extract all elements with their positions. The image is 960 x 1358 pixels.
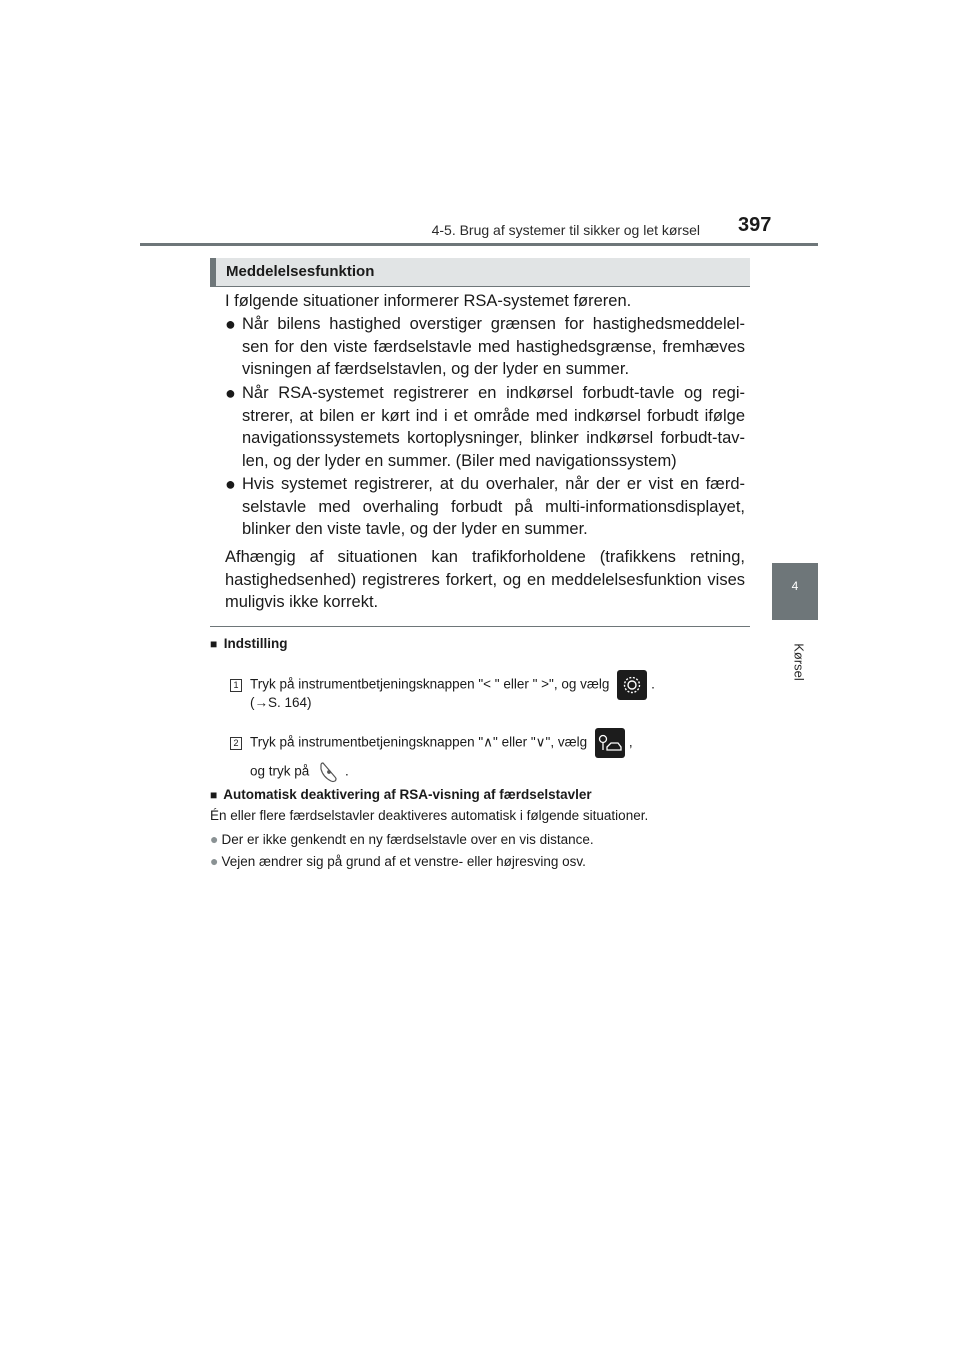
bullet-dot: ● (225, 474, 236, 494)
chapter-side-label (774, 632, 818, 692)
step-number-box: 1 (230, 679, 242, 692)
bullet-dot: ● (210, 853, 219, 869)
step-2-text-end: , (628, 734, 633, 750)
square-bullet-icon: ■ (210, 637, 218, 651)
settings-heading (210, 636, 288, 651)
chapter-tab (772, 563, 818, 620)
bullet-dot: ● (210, 831, 219, 847)
bullet-text: Vejen ændrer sig på grund af et venstre- eller højresving osv. (221, 854, 586, 869)
section-intro: I følgende situationer informerer RSA-systemet føreren. (225, 292, 632, 310)
square-bullet-icon: ■ (210, 788, 218, 802)
step-2 (230, 728, 633, 758)
list-item (225, 382, 745, 472)
section-divider (210, 626, 750, 627)
chapter-title: 4-5. Brug af systemer til sikker og let kørsel (431, 222, 700, 238)
gear-icon (617, 670, 647, 700)
chapter-number: 4 (791, 579, 799, 593)
car-sign-icon (595, 728, 625, 758)
section-header (210, 258, 750, 286)
section-header-rule (210, 286, 750, 287)
step-2-line-2-text: og tryk på (250, 763, 310, 779)
header-divider (140, 243, 818, 246)
bullet-dot: ● (225, 383, 236, 403)
auto-deactivation-intro: Én eller flere færdselstavler deaktiveres automatisk i følgende situationer. (210, 808, 649, 823)
step-2-text: Tryk på instrumentbetjeningsknappen "∧" eller "∨", vælg (250, 734, 588, 750)
chapter-label: Kørsel (791, 643, 807, 681)
section-header-bar (210, 258, 216, 286)
section-title: Meddelelsesfunktion (226, 263, 375, 280)
bullet-text: Når bilens hastighed overstiger grænsen for hastighedsmeddelel-sen for den viste færdselstavle med hastighedsgrænse, fremhæves visningen af færdselstavlen, og der lyder en summer. (242, 315, 745, 378)
step-number-box: 2 (230, 737, 242, 750)
step-2-line-2-end: . (345, 763, 349, 779)
step-2-line-2 (250, 760, 349, 784)
page-number: 397 (738, 214, 772, 236)
step-1-reference: (→S. 164) (250, 695, 312, 710)
list-item (225, 313, 745, 381)
list-item (225, 473, 745, 541)
step-1-text: Tryk på instrumentbetjeningsknappen "< " eller " >", og vælg (250, 676, 610, 692)
list-item (210, 831, 750, 847)
step-1-text-end: . (651, 676, 655, 692)
bullet-text: Der er ikke genkendt en ny færdselstavle over en vis distance. (221, 832, 594, 847)
list-item (210, 853, 750, 869)
settings-heading-text: Indstilling (223, 636, 288, 651)
bullet-dot: ● (225, 314, 236, 334)
section-closing: Afhængig af situationen kan trafikforholdene (trafikkens retning, hastighedsenhed) registreres forkert, og en meddelelsesfunktion vises muligvis ikke korrekt. (225, 548, 745, 611)
auto-deactivation-heading-text: Automatisk deaktivering af RSA-visning af færdselstavler (223, 787, 592, 802)
auto-deactivation-heading (210, 787, 592, 802)
enter-button-icon (317, 760, 341, 784)
bullet-text: Hvis systemet registrerer, at du overhaler, når der er vist en færd-selstavle med overhaling forbudt på multi-informationsdisplayet, blinker den viste tavle, og der lyder en summer. (242, 475, 745, 538)
bullet-text: Når RSA-systemet registrerer en indkørsel forbudt-tavle og regi-strerer, at bilen er kørt ind i et område med indkørsel forbudt ifølge navigationssystemets kortoplysninger, blinker indkørsel forbudt-tav-len, og der lyder en summer. (Biler med navigationssystem) (242, 384, 745, 470)
